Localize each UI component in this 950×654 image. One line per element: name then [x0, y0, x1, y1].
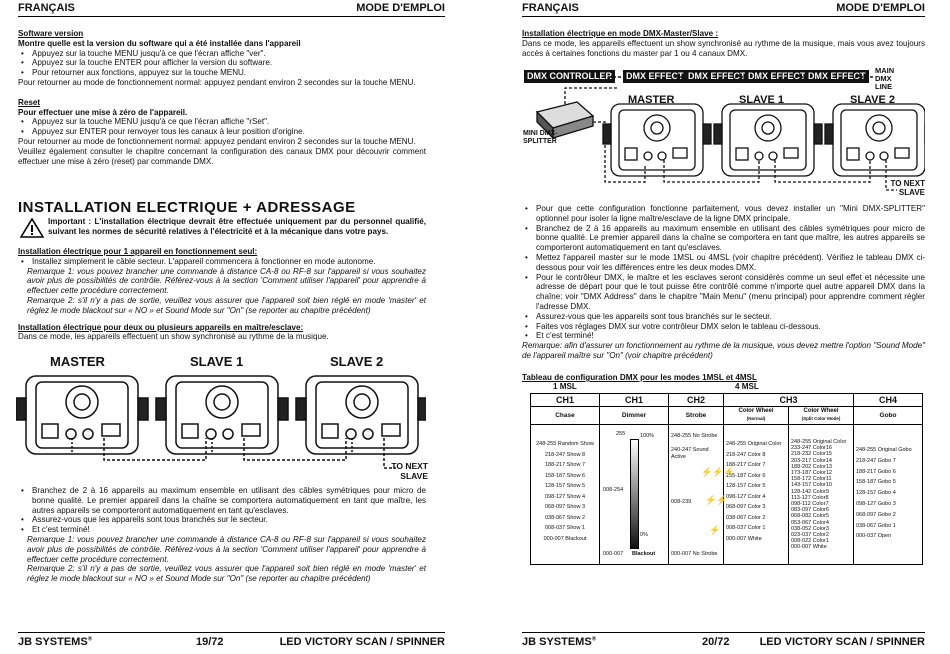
dimmer-value: 100%: [640, 433, 655, 439]
color-value: 053-067 Color4: [791, 519, 829, 526]
reset-title: Reset: [18, 97, 41, 107]
dmx-config-table: [530, 393, 923, 565]
page-header: [18, 2, 445, 17]
software-section: [18, 29, 426, 166]
color-value: 023-037 Color2: [791, 532, 829, 539]
color-value: 038-052 Color3: [791, 525, 829, 532]
chase-value: 068-097 Show 3: [544, 504, 586, 510]
warning-icon: [20, 218, 44, 238]
color-value: 218-232 Color15: [791, 451, 832, 458]
dmx-instructions: [522, 204, 925, 361]
list-item: • Assurez-vous que les appareils sont tous branchés sur le secteur.: [18, 515, 426, 525]
color-value: 068-082 Color5: [791, 513, 829, 520]
list-item: • Appuyez sur la touche MENU jusqu'à ce que l'écran affiche "rSet".: [18, 117, 426, 127]
strobe-value: 248-255 No Strobe: [671, 433, 718, 439]
footer-brand: JB SYSTEMS: [522, 636, 592, 648]
color-value: 248-255 Original Color: [791, 439, 847, 445]
dimmer-value: 000-007: [603, 551, 624, 557]
next-slave-label: TO NEXT SLAVE: [890, 179, 925, 197]
color-value: 083-097 Color6: [791, 507, 829, 514]
dmx-effect-box: DMX EFFECT: [685, 70, 749, 83]
color-value: 098-112 Color7: [791, 501, 829, 508]
mode-1msl-label: 1 MSL: [553, 382, 577, 391]
sub-note: (Normal): [746, 416, 766, 421]
dmx-effect-box: DMX EFFECT: [805, 70, 869, 83]
registered-mark: ®: [87, 636, 93, 643]
list-item: • Appuyez sur la touche ENTER pour afficher la version du software.: [18, 58, 426, 68]
slave1-label: SLAVE 1: [739, 94, 785, 106]
chase-value: 098-127 Show 4: [544, 493, 586, 500]
col-header: CH4: [854, 394, 923, 407]
list-item: • Assurez-vous que les appareils sont tous branchés sur le secteur.: [522, 312, 925, 322]
sub-note: (Split Color Mode): [801, 416, 841, 421]
slave2-label: SLAVE 2: [850, 94, 896, 106]
list-item: • Branchez de 2 à 16 appareils au maximum ensemble en utilisant des câbles symétriques pour micro de bonne qualité. Le premier appareil dans la chaîne se comportera en tant que maître, les autres appareils se comporteront automatiquement en tant qu'esclaves.: [522, 224, 925, 253]
dmx-effect-box: DMX EFFECT: [623, 70, 687, 83]
dimmer-value: 255: [616, 431, 626, 437]
color-value: 158-172 Color11: [791, 476, 832, 483]
list-item: • Pour que cette configuration fonctionne parfaitement, vous devez installer un "Mini DMX-SPLITTER" optionnel pour isoler la ligne maître/esclave de la ligne DMX principale.: [522, 204, 925, 224]
gobo-value: 068-097 Gobo 2: [856, 511, 896, 518]
dimmer-cell: [600, 425, 669, 565]
slave1-label: SLAVE 1: [190, 354, 244, 369]
header-manual: MODE D'EMPLOI: [356, 2, 445, 14]
dmx-title: Installation électrique en mode DMX-Master/Slave :: [522, 29, 719, 38]
chase-value: 158-187 Show 6: [544, 472, 586, 479]
strobe-cell: [669, 425, 735, 565]
lightning-icon: ⚡⚡⚡: [701, 467, 735, 477]
registered-mark: ®: [591, 636, 597, 643]
dmx-master-slave-diagram: [525, 82, 925, 197]
color-value: 248-255 Original Color: [726, 441, 782, 447]
header-language: FRANÇAIS: [522, 2, 579, 14]
remark-text: Remarque: afin d'assurer un fonctionnement au rythme de la musique, vous devez mettre l'option "Sound Mode" de l'appareil maître sur "On" (voir chapitre précédent): [522, 341, 925, 360]
color-value: 188-217 Color 7: [726, 462, 766, 468]
color-value: 203-217 Color14: [791, 457, 832, 464]
header-language: FRANÇAIS: [18, 2, 75, 14]
footer-page: 20/72: [702, 636, 730, 648]
single-section: [18, 247, 426, 342]
color-normal-cell: [724, 425, 789, 565]
sub-header: Color Wheel: [738, 408, 774, 414]
gobo-value: 000-037 Open: [856, 533, 892, 540]
footer-brand: JB SYSTEMS: [18, 636, 88, 648]
color-value: 218-247 Color 8: [726, 451, 766, 458]
warning-text: Important : L'installation électrique devrait être effectuée uniquement par du personnel qualifié, suivant les normes de sécurité relatives à l'électricité et à la mécanique dans votre pays.: [48, 217, 426, 236]
header-manual: MODE D'EMPLOI: [836, 2, 925, 14]
reset-list: [18, 117, 426, 137]
chase-value: 248-255 Random Show: [536, 441, 594, 447]
main-dmx-line-label: MAIN DMX LINE: [875, 66, 895, 91]
dmx-text: Dans ce mode, les appareils effectuent un show synchronisé au rythme de la musique, mais vous avez toujours accès à certaines fonctions du master par 1 ou 4 canaux DMX.: [522, 38, 925, 58]
chase-value: 038-067 Show 2: [544, 514, 586, 521]
gobo-value: 188-217 Gobo 6: [856, 468, 896, 475]
chase-value: 000-007 Blackout: [543, 535, 587, 542]
lightning-icon: ⚡: [709, 525, 721, 535]
color-value: 113-127 Color8: [791, 494, 829, 501]
color-value: 000-007 White: [791, 544, 827, 551]
strobe-value: 008-239: [671, 499, 692, 505]
fixture-slave2: [825, 104, 925, 176]
master-slave-diagram: [16, 368, 426, 480]
install-heading: INSTALLATION ELECTRIQUE + ADRESSAGE: [18, 199, 356, 216]
color-value: 008-022 Color1: [791, 538, 829, 545]
mode-4msl-label: 4 MSL: [735, 382, 759, 391]
reset-note: Pour retourner au mode de fonctionnement normal: appuyez pendant environ 2 secondes sur la touche MENU.: [18, 136, 416, 146]
chase-value: 188-217 Show 7: [544, 462, 586, 468]
software-title: Software version: [18, 29, 84, 38]
fixture-slave2: [296, 376, 426, 454]
page-header: [522, 2, 925, 17]
color-value: 008-037 Color 1: [726, 525, 766, 531]
list-item: • Appuyez sur ENTER pour renvoyer tous les canaux à leur position d'origine.: [18, 127, 426, 137]
reset-question: Pour effectuer une mise à zéro de l'appareil.: [18, 107, 188, 117]
gobo-value: 038-067 Gobo 1: [856, 522, 896, 529]
fixture-master: [16, 376, 148, 454]
multi-remark-1: Remarque 1: vous pouvez brancher une commande à distance CA-8 ou RF-8 sur l'appareil si vous souhaitez avoir plus de possibilités de contrôle. Référez-vous à la section 'Comment utiliser l'appareil' pour apprendre à effectuer cette procédure correctement.: [27, 534, 426, 564]
multi-section: [18, 486, 426, 584]
fixture-slave1: [156, 376, 288, 454]
single-remark-2: Remarque 2: s'il n'y a pas de sortie, veuillez vous assurer que l'appareil soit bien réglé en mode 'master' et réglez le mode blackout sur « NO » et Sound Mode sur "On" (se reporter au chapitre précédent): [27, 295, 426, 315]
multi-remark-2: Remarque 2: s'il n'y a pas de sortie, veuillez vous assurer que l'appareil soit bien réglé en mode 'master' et réglez le mode blackout sur « NO » et Sound Mode sur "On" (se reporter au chapitre précédent): [27, 564, 426, 584]
dimmer-value: Blackout: [632, 551, 656, 557]
gobo-value: 218-247 Gobo 7: [856, 457, 896, 464]
sub-header: Gobo: [854, 407, 923, 425]
reset-note-dmx: Veuillez également consulter le chapitre concernant la configuration des canaux DMX pour découvrir comment effectuer une mise à zéro (reset) par commande DMX.: [18, 146, 426, 166]
sub-header: Dimmer: [600, 407, 669, 425]
dmx-effect-box: DMX EFFECT: [745, 70, 809, 83]
strobe-value: 000-007 No Strobe: [671, 551, 718, 557]
color-value: 128-157 Color 5: [726, 483, 766, 489]
single-remark-1: Remarque 1: vous pouvez brancher une commande à distance CA-8 ou RF-8 sur l'appareil si vous souhaitez avoir plus de possibilités de contrôle. Référez-vous à la section 'Comment utiliser l'appareil' pour apprendre à effectuer cette procédure correctement.: [27, 266, 426, 296]
gobo-value: 158-187 Gobo 5: [856, 479, 896, 486]
list-item: • Pour le contrôleur DMX, le maître et les esclaves seront considérés comme un seul effet et nécessite une adresse de départ pour que le tout puisse être contrôlé comme n'importe quel autre appareil DMX dans la chaîne: voir "DMX Address" dans le chapitre "Main Menu" (menu principal) pour apprendre comment régler l'adresse DMX.: [522, 273, 925, 312]
chase-value: 008-037 Show 1: [544, 525, 586, 531]
sub-header: Strobe: [669, 407, 724, 425]
color-value: 038-067 Color 2: [726, 514, 766, 521]
list-item: • Appuyez sur la touche MENU jusqu'à ce que l'écran affiche "ver".: [18, 49, 426, 59]
right-page: [475, 0, 950, 654]
col-header: CH1: [531, 394, 600, 407]
list-item: • Branchez de 2 à 16 appareils au maximum ensemble en utilisant des câbles symétriques pour micro de bonne qualité. Le premier appareil dans la chaîne se comportera automatiquement en tant que maître, les autres appareils se comporteront automatiquement en tant qu'esclaves.: [18, 486, 426, 515]
footer-product: LED VICTORY SCAN / SPINNER: [279, 636, 445, 648]
fixture-master: [603, 104, 711, 176]
page-footer: [522, 632, 925, 651]
color-split-cell: [789, 425, 854, 565]
color-value: 143-157 Color10: [791, 482, 832, 489]
chase-value: 128-157 Show 5: [544, 483, 586, 489]
col-header: CH3: [724, 394, 854, 407]
list-item: • Pour retourner aux fonctions, appuyez sur la touche MENU.: [18, 68, 426, 78]
list-item: • Faites vos réglages DMX sur votre contrôleur DMX selon le tableau ci-dessous.: [522, 322, 925, 332]
list-item: • Installez simplement le câble secteur. L'appareil commencera à fonctionner en mode autonome.: [18, 257, 426, 267]
color-value: 098-127 Color 4: [726, 493, 766, 500]
single-title: Installation électrique pour 1 appareil en fonctionnement seul:: [18, 247, 258, 256]
software-list: [18, 49, 426, 78]
chase-value: 218-247 Show 8: [544, 451, 586, 458]
sub-header: Color Wheel: [803, 408, 839, 414]
color-value: 173-187 Color12: [791, 470, 832, 477]
page-footer: [18, 632, 445, 651]
col-header: CH1: [600, 394, 669, 407]
strobe-value: 240-247 Sound Active: [671, 447, 709, 460]
mini-splitter-label: MINI DMX-SPLITTER: [523, 130, 558, 145]
multi-text: Dans ce mode, les appareils effectuent un show synchronisé au rythme de la musique.: [18, 332, 329, 342]
dmx-section: [522, 29, 925, 58]
sound-mode-remark: [522, 341, 925, 361]
color-value: 068-097 Color 3: [726, 504, 766, 510]
list-item: • Et c'est terminé!: [522, 331, 925, 341]
color-value: 000-007 White: [726, 535, 762, 542]
software-question: Montre quelle est la version du software qui a été installée dans l'appareil: [18, 38, 301, 48]
gobo-value: 098-127 Gobo 3: [856, 500, 896, 507]
color-value: 128-142 Color9: [791, 488, 829, 495]
gobo-value: 128-157 Gobo 4: [856, 490, 896, 497]
dimmer-gradient-bar: [630, 439, 639, 549]
gobo-cell: [854, 425, 923, 565]
lightning-icon: ⚡⚡: [705, 495, 728, 505]
color-value: 155-187 Color 6: [726, 472, 766, 479]
list-item: • Mettez l'appareil master sur le mode 1MSL ou 4MSL (voir chapitre précédent). Vérifiez le tableau DMX ci-dessous pour voir les différences entre les deux modes DMX.: [522, 253, 925, 273]
gobo-value: 248-255 Original Gobo: [856, 447, 912, 453]
col-header: CH2: [669, 394, 724, 407]
multi-title: Installation électrique pour deux ou plusieurs appareils en maître/esclave:: [18, 322, 304, 332]
color-value: 233-247 Color16: [791, 445, 832, 452]
software-note: Pour retourner au mode de fonctionnement normal: appuyez pendant environ 2 secondes sur la touche MENU.: [18, 77, 416, 87]
master-label: MASTER: [50, 354, 105, 369]
dmx-controller-box: DMX CONTROLLER: [524, 70, 615, 83]
table-title: Tableau de configuration DMX pour les modes 1MSL et 4MSL: [522, 373, 757, 382]
sub-header: Chase: [531, 407, 600, 425]
next-slave-label: TO NEXT SLAVE: [391, 461, 428, 481]
fixture-slave1: [714, 104, 822, 176]
footer-product: LED VICTORY SCAN / SPINNER: [759, 636, 925, 648]
master-label: MASTER: [628, 94, 675, 106]
list-item: • Et c'est terminé!: [18, 525, 426, 535]
chase-cell: [531, 425, 600, 565]
dimmer-value: 0%: [640, 532, 648, 538]
color-value: 188-202 Color13: [791, 463, 832, 470]
slave2-label: SLAVE 2: [330, 354, 384, 369]
dimmer-value: 008-254: [603, 487, 624, 493]
dmx-line-arrows: [603, 74, 875, 80]
footer-page: 19/72: [196, 636, 224, 648]
